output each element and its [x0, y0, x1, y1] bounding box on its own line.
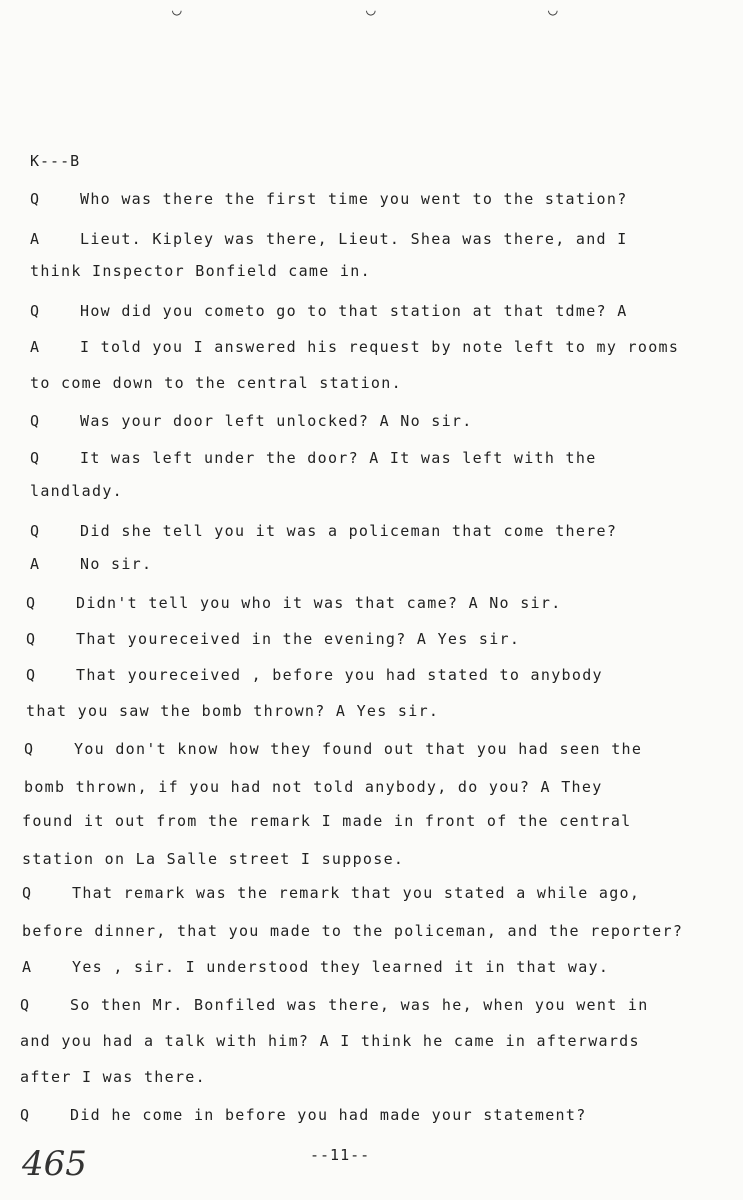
transcript-line — [30, 374, 402, 392]
line-text: That youreceived , before you had stated to anybody — [76, 666, 603, 684]
question-label: Q — [26, 666, 37, 684]
line-text: Lieut. Kipley was there, Lieut. Shea was there, and I — [80, 230, 628, 248]
line-text: How did you cometo go to that station at that tdme? A — [80, 302, 628, 320]
transcript-line — [30, 302, 628, 320]
transcript-line — [26, 702, 439, 720]
line-text: before dinner, that you made to the policeman, and the reporter? — [22, 922, 684, 940]
line-text: It was left under the door? A It was left with the — [80, 449, 597, 467]
question-label: Q — [30, 190, 41, 208]
transcript-line — [30, 449, 597, 467]
line-text: think Inspector Bonfield came in. — [30, 262, 371, 280]
transcript-line — [30, 262, 371, 280]
document-header: K---B — [30, 152, 81, 170]
transcript-line — [22, 922, 683, 940]
question-label: Q — [30, 449, 41, 467]
punch-mark-left: ◡ — [172, 0, 182, 19]
transcript-line — [22, 812, 632, 830]
line-text: That youreceived in the evening? A Yes sir. — [76, 630, 521, 648]
transcript-line — [20, 996, 649, 1014]
question-label: Q — [30, 302, 41, 320]
answer-label: A — [30, 230, 41, 248]
line-text: landlady. — [30, 482, 123, 500]
answer-label: A — [30, 338, 41, 356]
transcript-line — [26, 630, 520, 648]
answer-label: A — [22, 958, 33, 976]
punch-mark-right: ◡ — [548, 0, 558, 19]
transcript-line — [26, 666, 603, 684]
question-label: Q — [26, 594, 37, 612]
line-text: that you saw the bomb thrown? A Yes sir. — [26, 702, 440, 720]
line-text: No sir. — [80, 555, 153, 573]
line-text: That remark was the remark that you stated a while ago, — [72, 884, 641, 902]
line-text: I told you I answered his request by note left to my rooms — [80, 338, 680, 356]
transcript-line — [30, 338, 679, 356]
question-label: Q — [22, 884, 33, 902]
transcript-line — [30, 412, 473, 430]
line-text: bomb thrown, if you had not told anybody, do you? A They — [24, 778, 603, 796]
transcript-line — [20, 1106, 587, 1124]
answer-label: A — [30, 555, 41, 573]
line-text: Didn't tell you who it was that came? A No sir. — [76, 594, 562, 612]
transcript-line — [22, 958, 609, 976]
transcript-line — [24, 740, 642, 758]
line-text: found it out from the remark I made in front of the central — [22, 812, 632, 830]
line-text: after I was there. — [20, 1068, 206, 1086]
question-label: Q — [30, 412, 41, 430]
line-text: and you had a talk with him? A I think he came in afterwards — [20, 1032, 640, 1050]
question-label: Q — [30, 522, 41, 540]
transcript-line — [20, 1032, 640, 1050]
line-text: Was your door left unlocked? A No sir. — [80, 412, 473, 430]
transcript-line — [30, 555, 152, 573]
handwritten-number: 465 — [22, 1144, 87, 1184]
line-text: Yes , sir. I understood they learned it in that way. — [72, 958, 610, 976]
transcript-line — [30, 482, 123, 500]
line-text: Did he come in before you had made your statement? — [70, 1106, 587, 1124]
transcript-line — [26, 594, 562, 612]
line-text: to come down to the central station. — [30, 374, 402, 392]
transcript-line — [24, 778, 603, 796]
page-number: --11-- — [310, 1146, 371, 1164]
line-text: Who was there the first time you went to the station? — [80, 190, 628, 208]
question-label: Q — [20, 996, 31, 1014]
transcript-line — [30, 230, 628, 248]
line-text: Did she tell you it was a policeman that come there? — [80, 522, 618, 540]
punch-mark-center: ◡ — [366, 0, 376, 19]
question-label: Q — [20, 1106, 31, 1124]
line-text: You don't know how they found out that you had seen the — [74, 740, 643, 758]
question-label: Q — [24, 740, 35, 758]
line-text: station on La Salle street I suppose. — [22, 850, 405, 868]
question-label: Q — [26, 630, 37, 648]
transcript-line — [20, 1068, 206, 1086]
transcript-line — [22, 850, 404, 868]
transcript-line — [30, 522, 617, 540]
line-text: So then Mr. Bonfiled was there, was he, when you went in — [70, 996, 649, 1014]
transcript-line — [22, 884, 640, 902]
transcript-line — [30, 190, 628, 208]
